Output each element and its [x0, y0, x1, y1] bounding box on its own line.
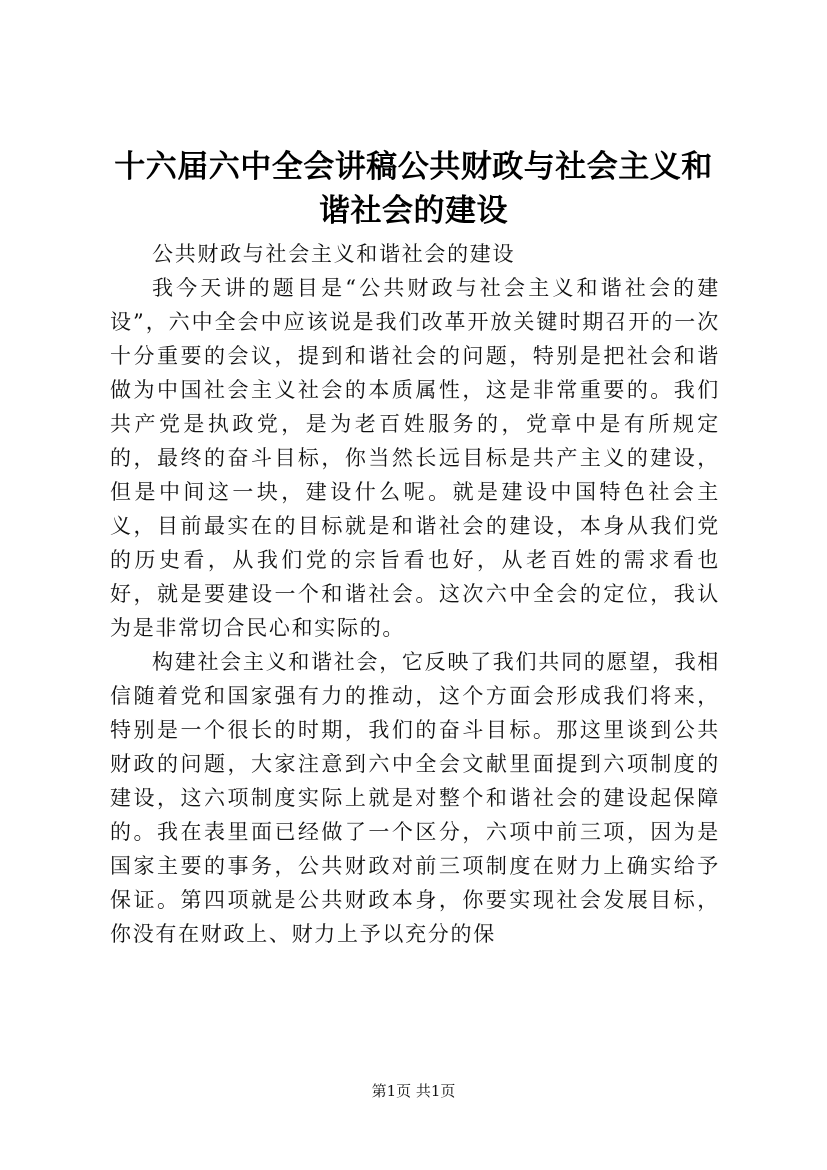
paragraph: 我今天讲的题目是“公共财政与社会主义和谐社会的建设”，六中全会中应该说是我们改革开放关键时期召开的一次十分重要的会议，提到和谐社会的问题，特别是把社会和谐做为中国社会主义社会的本质属性，这是非常重要的。我们共产党是执政党，是为老百姓服务的，党章中是有所规定的，最终的奋斗目标，你当然长远目标是共产主义的建设，但是中间这一块，建设什么呢。就是建设中国特色社会主义，目前最实在的目标就是和谐社会的建设，本身从我们党的历史看，从我们党的宗旨看也好，从老百姓的需求看也好，就是要建设一个和谐社会。这次六中全会的定位，我认为是非常切合民心和实际的。 [110, 276, 720, 640]
page-number: 第1页 共1页 [371, 1082, 456, 1100]
document-title: 十六届六中全会讲稿公共财政与社会主义和谐社会的建设 [114, 149, 713, 229]
paragraph: 构建社会主义和谐社会，它反映了我们共同的愿望，我相信随着党和国家强有力的推动，这个方面会形成我们将来，特别是一个很长的时期，我们的奋斗目标。那这里谈到公共财政的问题，大家注意到六中全会文献里面提到六项制度的建设，这六项制度实际上就是对整个和谐社会的建设起保障的。我在表里面已经做了一个区分，六项中前三项，因为是国家主要的事务，公共财政对前三项制度在财力上确实给予保证。第四项就是公共财政本身，你要实现社会发展目标，你没有在财政上、财力上予以充分的保 [110, 650, 720, 946]
paragraph-subtitle: 公共财政与社会主义和谐社会的建设 [152, 242, 516, 266]
document-body [110, 237, 720, 951]
